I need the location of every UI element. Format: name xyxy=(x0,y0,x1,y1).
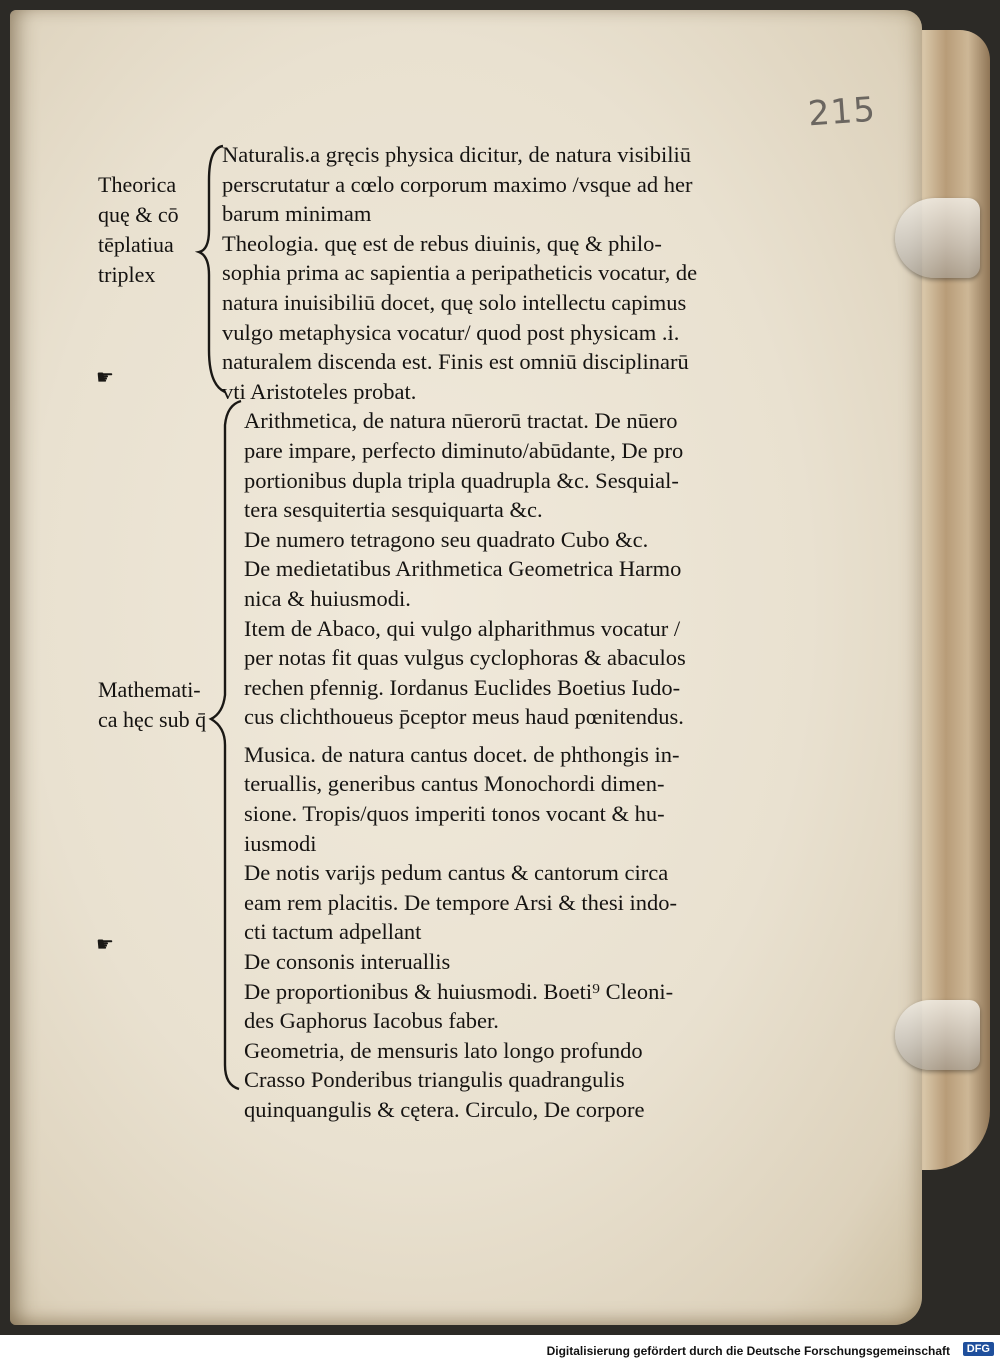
footer-bar xyxy=(0,1335,1000,1365)
page-clip-bottom xyxy=(895,1000,980,1070)
text-line: eam rem placitis. De tempore Arsi & thesi indo- xyxy=(244,889,678,915)
text-line: cus clichthoueus p̄ceptor meus haud pœnitendus. xyxy=(244,704,684,730)
text-line: Arithmetica, de natura nūerorū tractat. De nūero xyxy=(244,408,678,434)
text-line: Item de Abaco, qui vulgo alpharithmus vocatur / xyxy=(244,615,681,641)
margin-label-line: Mathemati- xyxy=(98,677,201,702)
text-line: Naturalis.a gręcis physica dicitur, de natura visibiliū xyxy=(222,142,691,167)
margin-label-line: ca hęc sub q̄ xyxy=(98,707,207,732)
text-line: quinquangulis & cętera. Circulo, De corpore xyxy=(244,1097,645,1122)
manicule-mark: ☛ xyxy=(96,932,114,956)
text-line: De proportionibus & huiusmodi. Boeti⁹ Cleoni- xyxy=(244,978,674,1004)
text-line: perscrutatur a cœlo corporum maximo /vsque ad her xyxy=(222,171,693,197)
text-line: nica & huiusmodi. xyxy=(244,585,411,611)
manicule-mark: ☛ xyxy=(96,365,114,389)
footer-credit: Digitalisierung gefördert durch die Deutsche Forschungsgemeinschaft xyxy=(546,1344,950,1358)
text-line: sione. Tropis/quos imperiti tonos vocant & hu- xyxy=(244,801,665,827)
dfg-logo[interactable]: DFG xyxy=(963,1342,994,1356)
text-line: De medietatibus Arithmetica Geometrica Harmo xyxy=(244,556,682,582)
text-line: barum minimam xyxy=(222,201,372,227)
text-line: naturalem discenda est. Finis est omniū disciplinarū xyxy=(222,349,689,375)
margin-label-mathematica xyxy=(98,675,206,735)
text-line: portionibus dupla tripla quadrupla &c. Sesquial- xyxy=(244,467,679,493)
text-line: pare impare, perfecto diminuto/abūdante, De pro xyxy=(244,437,684,463)
text-line: Musica. de natura cantus docet. de phthongis in- xyxy=(244,741,680,767)
margin-label-line: triplex xyxy=(98,262,156,287)
text-line: des Gaphorus Iacobus faber. xyxy=(244,1008,499,1034)
margin-label-theorica xyxy=(98,170,179,290)
text-line: Crasso Ponderibus triangulis quadrangulis xyxy=(244,1067,625,1093)
text-line: rechen pfennig. Iordanus Euclides Boetius Iudo- xyxy=(244,674,681,700)
margin-label-line: Theorica xyxy=(98,172,177,197)
text-line: Theologia. quę est de rebus diuinis, quę & philo- xyxy=(222,230,662,256)
text-line: De consonis interuallis xyxy=(244,949,451,975)
text-line: per notas fit quas vulgus cyclophoras & abaculos xyxy=(244,645,686,671)
margin-label-line: tēplatiua xyxy=(98,232,174,257)
margin-label-line: quę & cō xyxy=(98,202,179,227)
text-line: De numero tetragono seu quadrato Cubo &c. xyxy=(244,526,649,552)
main-text-block xyxy=(222,140,782,1125)
text-line: Geometria, de mensuris lato longo profundo xyxy=(244,1037,643,1063)
text-line: De notis varijs pedum cantus & cantorum circa xyxy=(244,860,669,886)
text-line: natura inuisibiliū docet, quę solo intellectu capimus xyxy=(222,289,687,315)
text-line: teruallis, generibus cantus Monochordi dimen- xyxy=(244,771,665,797)
folio-number: 215 xyxy=(806,89,878,135)
text-line: vulgo metaphysica vocatur/ quod post physicam .i. xyxy=(222,319,680,345)
text-line: tera sesquitertia sesquiquarta &c. xyxy=(244,497,543,523)
text-line: vti Aristoteles probat. xyxy=(222,378,417,404)
text-line: sophia prima ac sapientia a peripatheticis vocatur, de xyxy=(222,260,698,286)
text-line: iusmodi xyxy=(244,830,317,856)
text-line: cti tactum adpellant xyxy=(244,919,422,945)
page-clip-top xyxy=(895,198,980,278)
